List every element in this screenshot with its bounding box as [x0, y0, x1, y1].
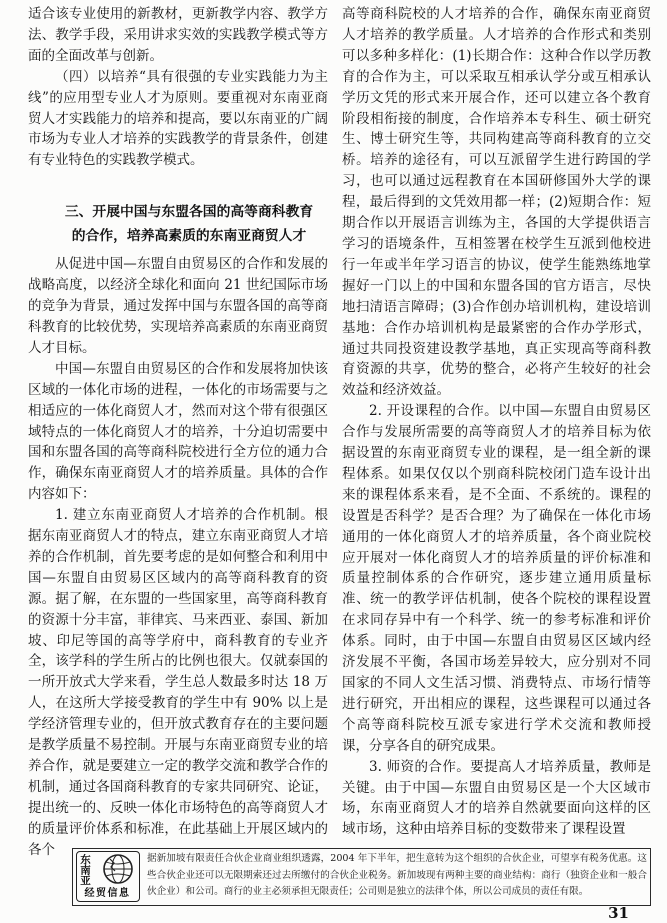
section-heading — [28, 200, 328, 248]
paragraph-strategy: 从促进中国—东盟自由贸易区的合作和发展的战略高度，以经济全球化和面向 21 世纪国际市场的竞争为背景，通过发挥中国与东盟各国的高等商科教育的比较优势，实现培养高素质的东南亚商贸人才目标。 — [28, 256, 328, 356]
paragraph-cooperation-mechanism: 1. 建立东南亚商贸人才培养的合作机制。根据东南亚商贸人才的特点，建立东南亚商贸人才培养的合作机制，首先要考虑的是如何整合和利用中国—东盟自由贸易区区域内的高等商科教育的资源。据了解，在东盟的一些国家里，高等商科教育的资源十分丰富，菲律宾、马来西亚、泰国、新加坡、印尼等国的高等学府中，商科教育的专业齐全，该学科的学生所占的比例也很大。仅就泰国的一所开放式大学来看，学生总人数最多时达 18 万人，在这所大学接受教育的学生中有 90% 以上是学经济管理专业的，但开放式教育存在的主要问题是教学质量不易控制。开展与东南亚商贸专业的培养合作，就是要建立一定的教学交流和教学合作的机制，通过各国商科教育的专家共同研究、论证，提出统一的、反映一体化市场特色的高等商贸人才的质量评价体系和标准，在此基础上开展区域内的各个 — [28, 507, 328, 858]
paragraph-cooperation-forms: 高等商科院校的人才培养的合作，确保东南亚商贸人才培养的教学质量。人才培养的合作形式和类别可以多种多样化：(1)长期合作：这种合作以学历教育的合作为主，可以采取互相承认学分或互相承认学历文凭的形式来开展合作，还可以建立各个教育阶段相衔接的制度，合作培养本专科生、硕士研究生、博士研究生等，共同构建高等商科教育的立交桥。培养的途径有，可以互派留学生进行跨国的学习，也可以通过远程教育在本国研修国外大学的课程，最后得到的文凭效用都一样；(2)短期合作：短期合作以开展语言训练为主，各国的大学提供语言学习的语境条件，互相签署在校学生互派到他校进行一年或半年学习语言的协议，使学生能熟练地掌握好一门以上的中国和东盟各国的官方语言，尽快地扫清语言障碍；(3)合作创办培训机构，建设培训基地：合作办培训机构是最紧密的合作办学形式，通过共同投资建设教学基地，真正实现高等商科教育资源的共享，优势的整合，必将产生较好的社会效益和经济效益。 — [342, 6, 651, 399]
section-heading-line-2: 的合作，培养高素质的东南亚商贸人才 — [71, 228, 307, 245]
page-number: 31 — [608, 904, 629, 922]
left-column — [28, 4, 328, 861]
right-column — [342, 4, 651, 840]
footer-info-box — [72, 848, 651, 906]
logo-bottom-text: 经贸信息 — [84, 888, 131, 899]
paragraph-curriculum-cooperation: 2. 开设课程的合作。以中国—东盟自由贸易区合作与发展所需要的高等商贸人才的培养目标为依据设置的东南亚商贸专业的课程，是一组全新的课程体系。如果仅仅以个别商科院校闭门造车设计出来的课程体系来看，是不全面、不系统的。课程的设置是否科学？是否合理？为了确保在一体化市场通用的一体化商贸人才的培养质量，各个商业院校应开展对一体化商贸人才的培养质量的评价标准和质量控制体系的合作研究，逐步建立通用质量标准、统一的教学评估机制，使各个院校的课程设置在求同存异中有一个科学、统一的参考标准和评价体系。同时，由于中国—东盟自由贸易区区域内经济发展不平衡，各国市场差异较大，应分别对不同国家的不同人文生活习惯、消费特点、市场行情等进行研究，开出相应的课程，这些课程可以通过各个高等商科院校互派专家进行学术交流和教师授课，分享各自的研究成果。 — [342, 403, 651, 754]
paragraph-faculty-cooperation: 3. 师资的合作。要提高人才培养质量，教师是关键。由于中国—东盟自由贸易区是一个大区域市场，东南亚商贸人才的培养自然就要面向这样的区域市场，这种由培养目标的变数带来了课程设置 — [342, 758, 651, 838]
section-heading-line-1: 三、开展中国与东盟各国的高等商科教育 — [64, 204, 314, 221]
paragraph-practice-teaching: （四）以培养“具有很强的专业实践能力为主线”的应用型专业人才为原则。要重视对东南亚商贸人才实践能力的培养和提高，要以东南亚的广阔市场为专业人才培养的实践教学的背景条件，创建有专业特色的实践教学模式。 — [28, 68, 328, 169]
paragraph-continuation: 适合该专业使用的新教材，更新教学内容、教学方法、教学手段，采用讲求实效的实践教学模式等方面的全面改革与创新。 — [28, 6, 328, 64]
paragraph-integrated-market: 中国—东盟自由贸易区的合作和发展将加快该区域的一体化市场的进程，一体化的市场需要与之相适应的一体化商贸人才，然而对这个带有很强区域特点的一体化商贸人才的培养，十分迫切需要中国和东盟各国的高等商科院校进行全方位的通力合作，确保东南亚商贸人才的培养质量。具体的合作内容如下： — [28, 360, 328, 503]
footer-news-note: 据新加坡有限责任合伙企业商业组织透露，2004 年下半年，把生意转为这个组织的合伙企业，可望享有税务优惠。这些合伙企业还可以无限期索还过去所缴付的合伙企业税务。新加坡现有两种主要的商业结构：商行（独资企业和一般合伙企业）和公司。商行的业主必须承担无限责任；公司则是独立的法律个体，所以公司成员的责任有限。 — [147, 853, 647, 897]
globe-icon — [96, 853, 136, 887]
logo-vertical-text: 东南亚 — [79, 854, 91, 886]
southeast-asia-trade-info-logo — [76, 851, 140, 902]
